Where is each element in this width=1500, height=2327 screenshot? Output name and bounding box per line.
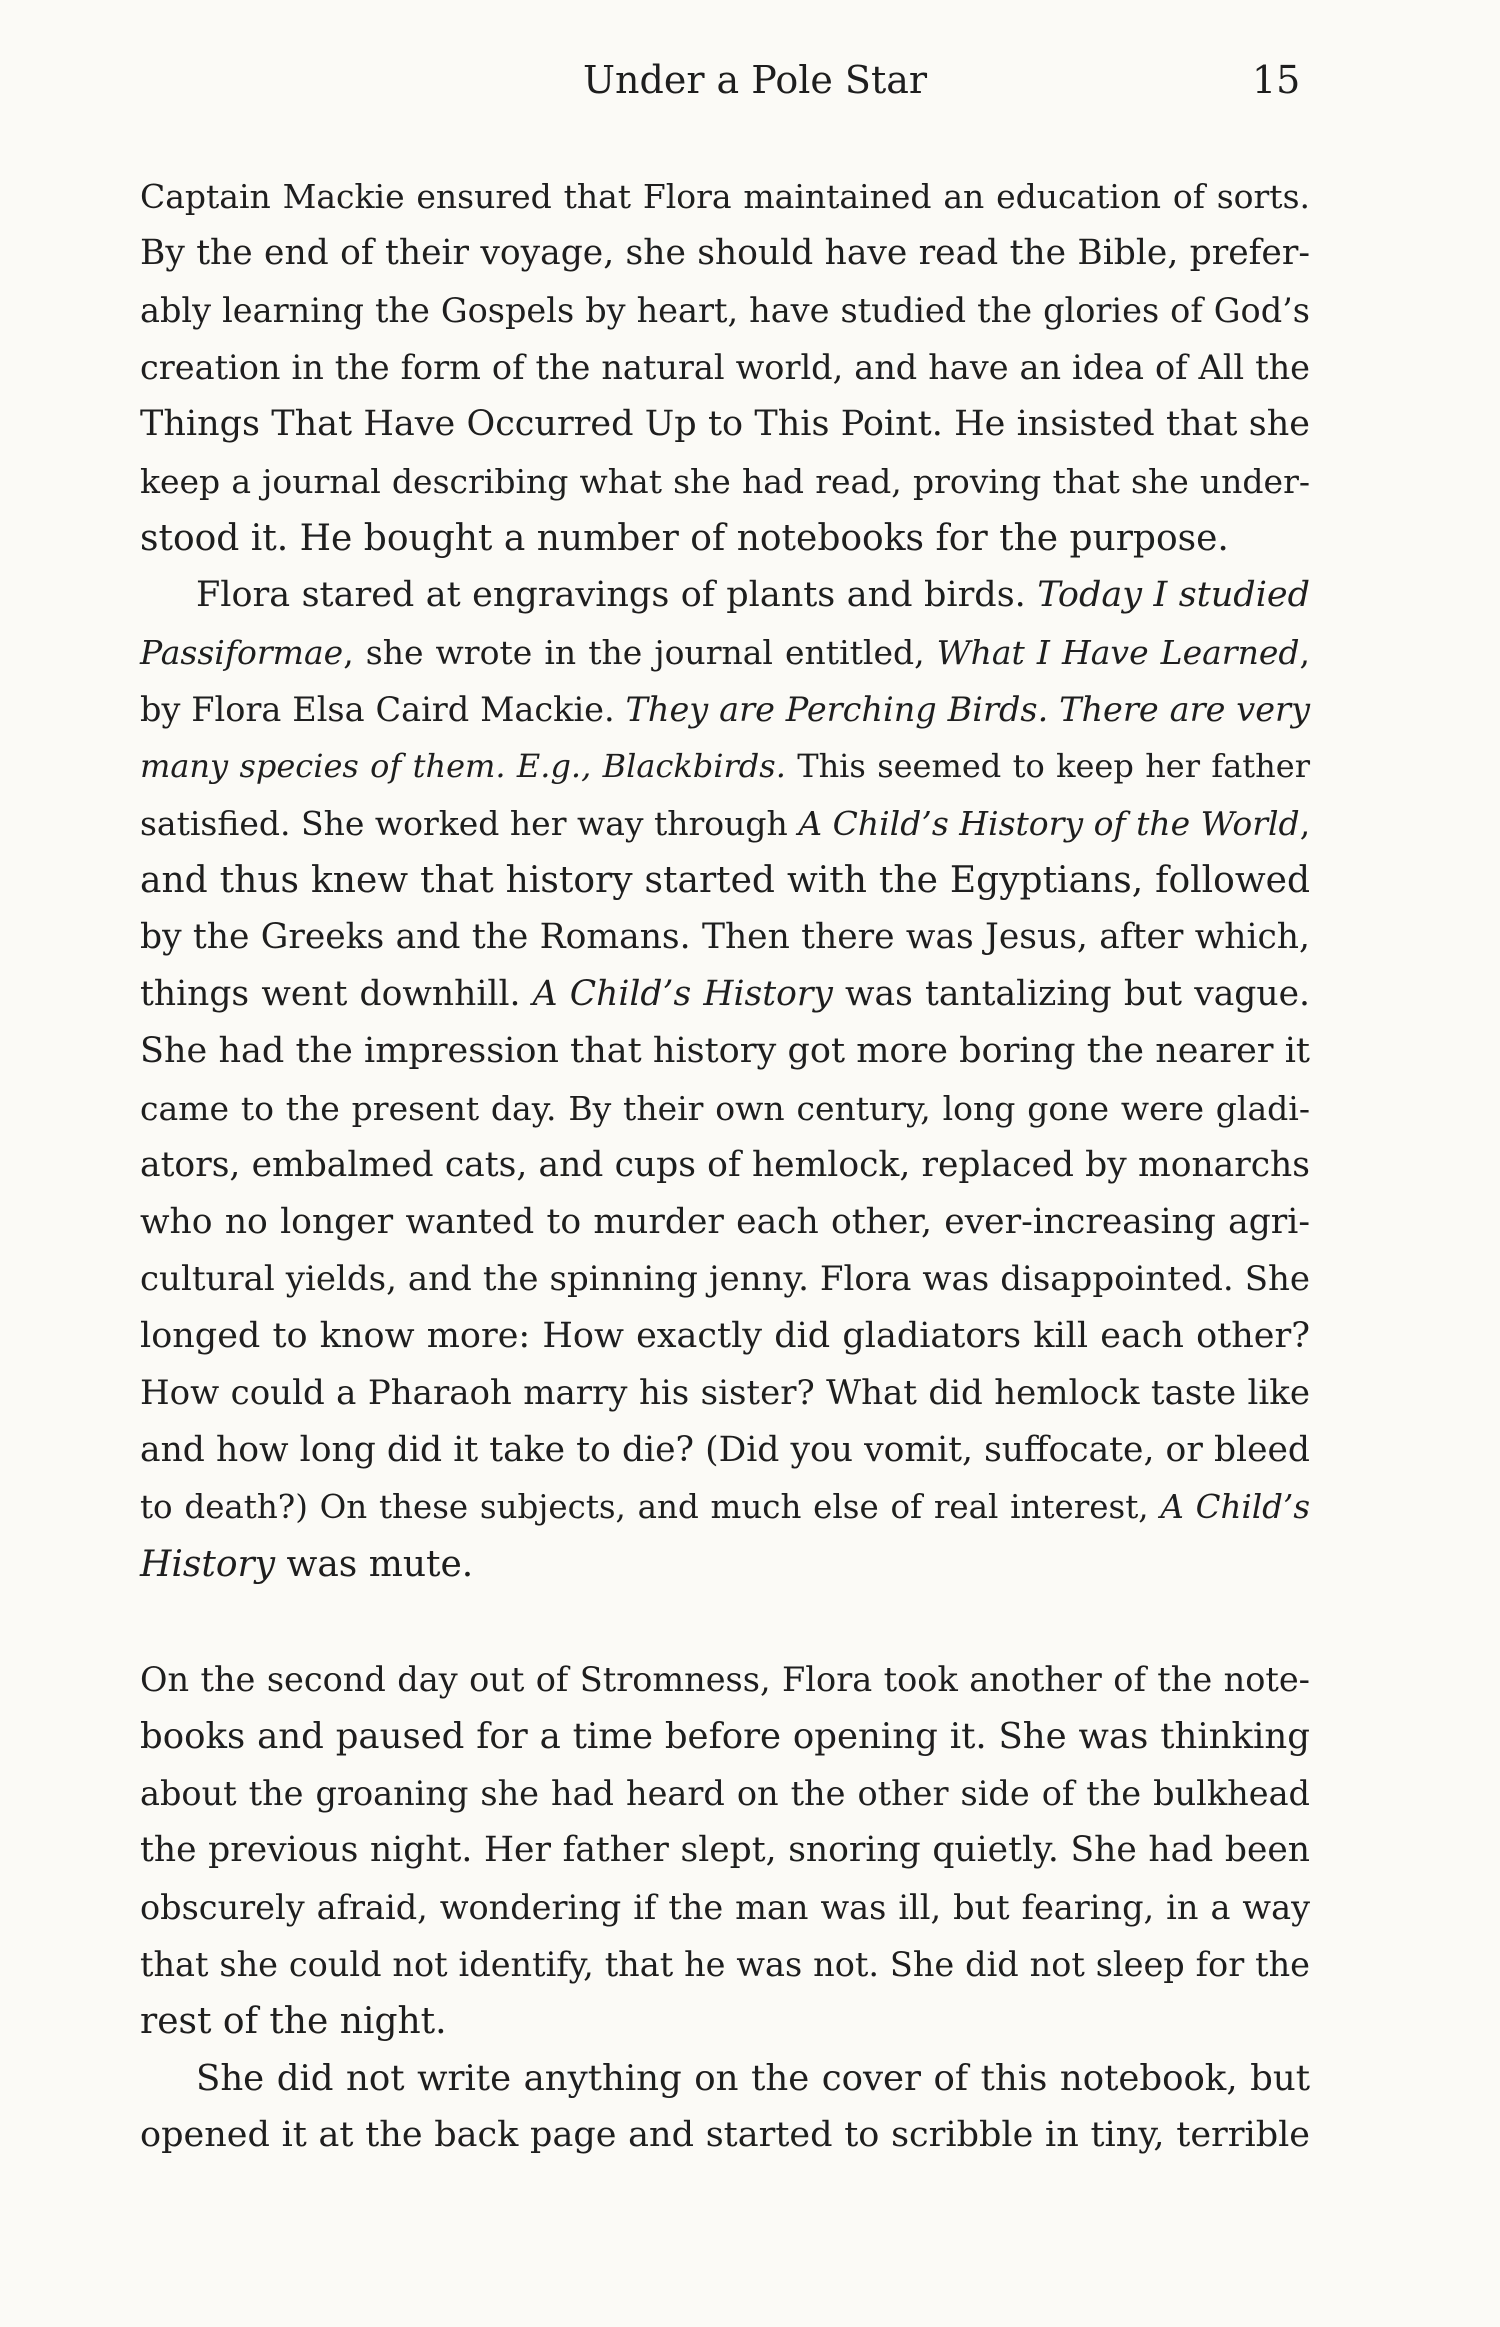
paragraph (140, 168, 1310, 567)
text-line: How could a Pharaoh marry his sister? What did hemlock taste like (140, 1373, 1310, 1413)
page-number: 15 (1252, 58, 1301, 102)
italic-text: many species of them. E.g., Blackbirds. (140, 747, 786, 785)
running-title: Under a Pole Star (583, 58, 928, 102)
text-line: rest of the night. (140, 2001, 447, 2042)
text-line: By the end of their voyage, she should have read the Bible, prefer- (140, 233, 1310, 273)
text-line: about the groaning she had heard on the other side of the bulkhead (140, 1774, 1310, 1813)
text-line: that she could not identify, that he was not. She did not sleep for the (140, 1945, 1310, 1984)
text-line: She did not write anything on the cover of this notebook, but (196, 2058, 1310, 2099)
text-line: satisfied. She worked her way through A Child’s History of the World, (140, 804, 1311, 843)
text-line: and thus knew that history started with the Egyptians, followed (140, 860, 1310, 901)
text-line: many species of them. E.g., Blackbirds. This seemed to keep her father (140, 747, 1311, 785)
paragraph (140, 1651, 1310, 2050)
text-line: She had the impression that history got more boring the nearer it (140, 1031, 1310, 1071)
italic-text: Today I studied (1037, 575, 1311, 615)
italic-text: History (140, 1544, 276, 1585)
italic-text: They are Perching Birds. There are very (625, 690, 1310, 729)
text-line: obscurely afraid, wondering if the man was ill, but fearing, in a way (140, 1888, 1310, 1927)
text-line: things went downhill. A Child’s History was tantalizing but vague. (140, 974, 1310, 1014)
italic-text: A Child’s History (532, 974, 833, 1014)
text-line: Passiformae, she wrote in the journal entitled, What I Have Learned, (140, 633, 1310, 672)
text-line: to death?) On these subjects, and much else of real interest, A Child’s (140, 1488, 1310, 1526)
body-text (140, 168, 1310, 2164)
text-line: Flora stared at engravings of plants and birds. Today I studied (196, 575, 1311, 615)
text-line: creation in the form of the natural world, and have an idea of All the (140, 348, 1310, 387)
italic-text: A Child’s History of the World (798, 804, 1300, 843)
text-line: Things That Have Occurred Up to This Point. He insisted that she (140, 404, 1310, 444)
text-line: by Flora Elsa Caird Mackie. They are Perching Birds. There are very (140, 690, 1310, 729)
text-line: by the Greeks and the Romans. Then there was Jesus, after which, (140, 917, 1310, 957)
italic-text: A Child’s (1160, 1488, 1310, 1526)
text-line: came to the present day. By their own century, long gone were gladi- (140, 1089, 1310, 1128)
text-line: History was mute. (140, 1544, 474, 1585)
text-line: longed to know more: How exactly did gladiators kill each other? (140, 1316, 1310, 1356)
text-line: ators, embalmed cats, and cups of hemlock, replaced by monarchs (140, 1145, 1310, 1185)
section-break (140, 1593, 1310, 1651)
text-line: cultural yields, and the spinning jenny. Flora was disappointed. She (140, 1259, 1310, 1299)
text-line: the previous night. Her father slept, snoring quietly. She had been (140, 1830, 1310, 1870)
text-line: books and paused for a time before opening it. She was thinking (140, 1716, 1310, 1757)
text-line: opened it at the back page and started to scribble in tiny, terrible (140, 2115, 1310, 2155)
paragraph (140, 567, 1310, 1593)
paragraph (140, 2050, 1310, 2164)
text-line: stood it. He bought a number of notebooks for the purpose. (140, 518, 1229, 559)
text-line: On the second day out of Stromness, Flora took another of the note- (140, 1660, 1310, 1699)
text-line: keep a journal describing what she had read, proving that she under- (140, 462, 1310, 501)
text-line: ably learning the Gospels by heart, have studied the glories of God’s (140, 291, 1310, 330)
italic-text: What I Have Learned (936, 633, 1300, 672)
text-line: and how long did it take to die? (Did you vomit, suffocate, or bleed (140, 1430, 1310, 1470)
running-header (0, 55, 1500, 105)
text-line: Captain Mackie ensured that Flora maintained an education of sorts. (140, 177, 1310, 216)
italic-text: Passiformae (140, 633, 344, 672)
text-line: who no longer wanted to murder each other, ever-increasing agri- (140, 1202, 1310, 1242)
